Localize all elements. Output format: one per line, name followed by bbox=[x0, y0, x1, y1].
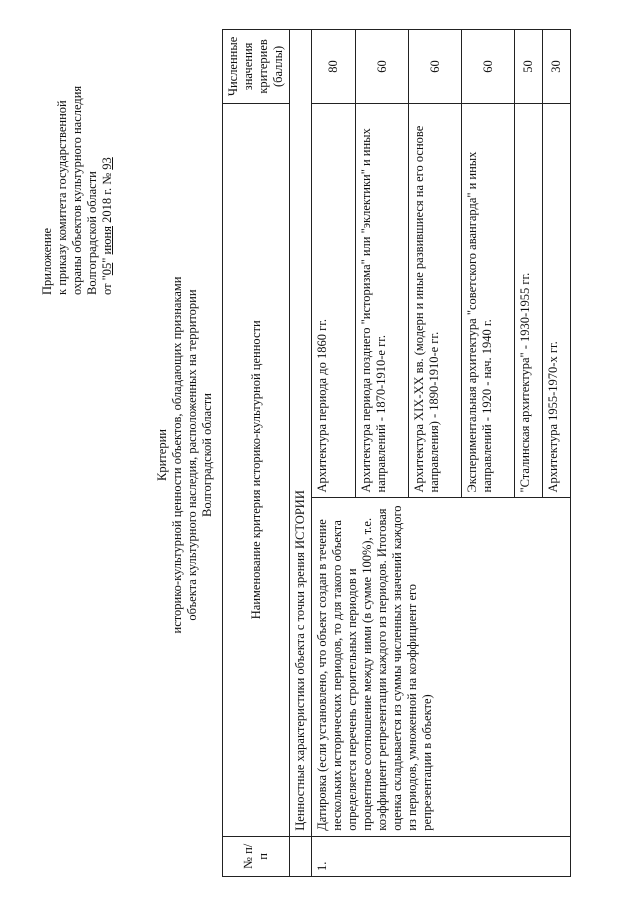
criterion-cell: Экспериментальная архитектура "советского авангарда" и иных направлений - 1920 - нач. 1940 г. bbox=[462, 103, 515, 498]
heading-title: Критерии bbox=[155, 429, 169, 481]
points-cell: 30 bbox=[543, 30, 571, 104]
header-values: Численные значения критериев (баллы) bbox=[223, 30, 290, 104]
header-name: Наименование критерия историко-культурной ценности bbox=[223, 103, 290, 836]
date-quote: " bbox=[100, 257, 114, 263]
document-heading bbox=[155, 205, 215, 705]
item-number: 1. bbox=[312, 836, 571, 876]
criteria-table bbox=[222, 29, 571, 877]
criterion-cell: Архитектура периода позднего "историзма" или "эклектики" и иных направлений - 1870-1910-е гг. bbox=[356, 103, 409, 498]
appendix-line: Приложение bbox=[40, 227, 54, 295]
appendix-line: к приказу комитета государственной bbox=[55, 100, 69, 295]
item-description: Датировка (если установлено, что объект создан в течение нескольких исторических периодов, то для такого объекта определяется перечень строительных периодов и процентное соотношение между ними (в сумме 100%), т.е. коэффициент репрезентации каждого из периодов. Итоговая оценка складывается из суммы численных значений каждого из периодов, умноженной на коэффициент его репрезентации в объекте) bbox=[312, 498, 571, 836]
criterion-cell: Архитектура периода до 1860 гг. bbox=[312, 103, 356, 498]
points-cell: 60 bbox=[356, 30, 409, 104]
order-year: 2018 г. bbox=[100, 187, 114, 223]
appendix-line: охраны объектов культурного наследия bbox=[70, 85, 84, 295]
heading-line: историко-культурной ценности объектов, обладающих признаками bbox=[170, 276, 184, 634]
criterion-cell: Архитектура 1955-1970-х гг. bbox=[543, 103, 571, 498]
date-prefix: от " bbox=[100, 275, 114, 295]
number-sign: № bbox=[100, 172, 114, 185]
criterion-cell: "Сталинская архитектура" - 1930-1955 гг. bbox=[515, 103, 543, 498]
order-day: 05 bbox=[100, 262, 114, 276]
section-num-cell bbox=[290, 836, 312, 876]
order-number: 93 bbox=[100, 157, 114, 170]
appendix-line: Волгоградской области bbox=[85, 171, 99, 295]
header-num: № п/п bbox=[223, 836, 290, 876]
points-cell: 80 bbox=[312, 30, 356, 104]
appendix-block bbox=[40, 15, 115, 295]
order-month: июня bbox=[100, 226, 114, 255]
points-cell: 60 bbox=[462, 30, 515, 104]
points-cell: 60 bbox=[409, 30, 462, 104]
section-title: Ценностные характеристики объекта с точки зрения ИСТОРИИ bbox=[290, 30, 312, 837]
heading-line: объекта культурного наследия, расположенных на территории bbox=[185, 289, 199, 621]
order-date-line bbox=[100, 15, 115, 295]
heading-line: Волгоградской области bbox=[200, 393, 214, 517]
points-cell: 50 bbox=[515, 30, 543, 104]
criterion-cell: Архитектура XIX-XX вв. (модерн и иные развившиеся на его основе направления) - 1890-1910-е гг. bbox=[409, 103, 462, 498]
